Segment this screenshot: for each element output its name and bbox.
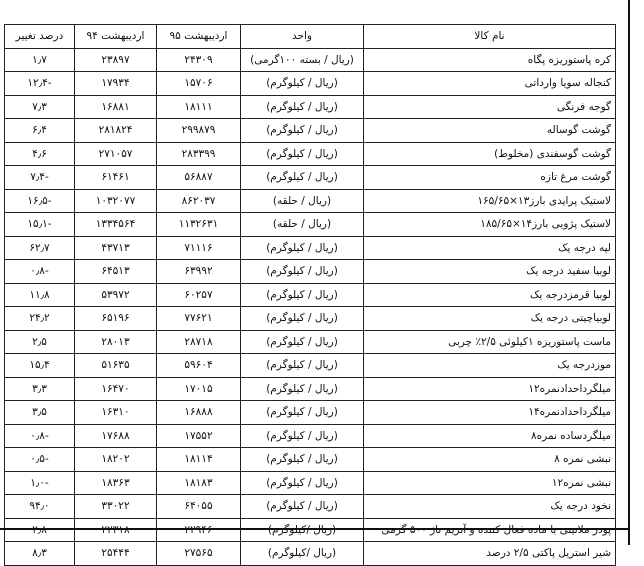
cell-ordibehesht-94: ۳۳۰۲۲ (75, 495, 157, 519)
cell-ordibehesht-94: ۲۸۱۸۲۴ (75, 119, 157, 143)
table-row (5, 471, 616, 495)
cell-item-name: لوبیا قرمزدرجه یک (364, 283, 616, 307)
table-row (5, 95, 616, 119)
table-row (5, 166, 616, 190)
cell-unit: (ریال / کیلوگرم) (241, 354, 364, 378)
cell-percent-change: ۹۴٫۰ (5, 495, 75, 519)
cell-ordibehesht-95: ۱۶۸۸۸ (157, 401, 241, 425)
cell-ordibehesht-94: ۶۵۱۹۶ (75, 307, 157, 331)
cell-percent-change: ۸٫۳ (5, 542, 75, 566)
table-row (5, 260, 616, 284)
table-row (5, 213, 616, 237)
cell-ordibehesht-95: ۱۸۱۱۴ (157, 448, 241, 472)
cell-item-name: موزدرجه یک (364, 354, 616, 378)
cell-item-name: نبشی نمره۱۲ (364, 471, 616, 495)
cell-unit: (ریال / کیلوگرم) (241, 495, 364, 519)
cell-percent-change: ۱۵٫۴ (5, 354, 75, 378)
cell-item-name: لوبیاچیتی درجه یک (364, 307, 616, 331)
cell-ordibehesht-95: ۱۷۵۵۲ (157, 424, 241, 448)
cell-ordibehesht-95: ۱۸۱۸۳ (157, 471, 241, 495)
header-ordibehesht-95: اردیبهشت ۹۵ (157, 25, 241, 49)
cell-percent-change: -۱۶٫۵ (5, 189, 75, 213)
cell-item-name: کره پاستوریزه پگاه (364, 48, 616, 72)
cell-percent-change: ۲٫۵ (5, 330, 75, 354)
cell-item-name: لپه درجه یک (364, 236, 616, 260)
cell-ordibehesht-95: ۶۳۹۹۲ (157, 260, 241, 284)
cell-ordibehesht-95: ۱۵۷۰۶ (157, 72, 241, 96)
cell-ordibehesht-94: ۱۶۳۱۰ (75, 401, 157, 425)
cell-item-name: میلگردساده نمره۸ (364, 424, 616, 448)
cell-item-name: لاستیک پژویی بارز۱۴×۱۸۵/۶۵ (364, 213, 616, 237)
cell-ordibehesht-94: ۴۳۷۱۳ (75, 236, 157, 260)
cell-unit: (ریال / حلقه) (241, 189, 364, 213)
cell-unit: (ریال / کیلوگرم) (241, 377, 364, 401)
cell-item-name: لاستیک پرایدی بارز۱۳×۱۶۵/۶۵ (364, 189, 616, 213)
cell-item-name: گوجه فرنگی (364, 95, 616, 119)
cell-ordibehesht-94: ۵۱۶۳۵ (75, 354, 157, 378)
cell-item-name: نبشی نمره ۸ (364, 448, 616, 472)
table-row (5, 377, 616, 401)
cell-ordibehesht-94: ۶۴۵۱۳ (75, 260, 157, 284)
table-row (5, 495, 616, 519)
cell-unit: (ریال / کیلوگرم) (241, 142, 364, 166)
table-row (5, 542, 616, 566)
cell-ordibehesht-94: ۱۸۲۰۲ (75, 448, 157, 472)
table-row (5, 307, 616, 331)
cell-ordibehesht-94: ۱۷۹۳۴ (75, 72, 157, 96)
cell-percent-change: ۲۴٫۲ (5, 307, 75, 331)
cell-ordibehesht-95: ۲۸۷۱۸ (157, 330, 241, 354)
table-row (5, 283, 616, 307)
cell-unit: (ریال / کیلوگرم) (241, 401, 364, 425)
cell-ordibehesht-94: ۱۳۳۴۵۶۴ (75, 213, 157, 237)
cell-unit: (ریال / کیلوگرم) (241, 448, 364, 472)
cell-ordibehesht-95: ۱۸۱۱۱ (157, 95, 241, 119)
cell-percent-change: -۰٫۸ (5, 260, 75, 284)
cell-percent-change: ۶٫۴ (5, 119, 75, 143)
cell-item-name: ماست پاستوریزه ۱کیلوئی ۲/۵٪ چربی (364, 330, 616, 354)
cell-percent-change: -۰٫۸ (5, 424, 75, 448)
cell-unit: (ریال / کیلوگرم) (241, 236, 364, 260)
cell-ordibehesht-94: ۵۳۹۷۲ (75, 283, 157, 307)
cell-ordibehesht-94: ۱۶۴۷۰ (75, 377, 157, 401)
cell-unit: (ریال / کیلوگرم) (241, 471, 364, 495)
cell-item-name: میلگرداحدادنمره۱۲ (364, 377, 616, 401)
cell-ordibehesht-95: ۱۷۰۱۵ (157, 377, 241, 401)
cell-ordibehesht-94: ۲۵۴۴۴ (75, 542, 157, 566)
cell-unit: (ریال /کیلوگرم) (241, 542, 364, 566)
cell-percent-change: ۱۱٫۸ (5, 283, 75, 307)
cell-ordibehesht-95: ۲۸۳۳۹۹ (157, 142, 241, 166)
cell-ordibehesht-95: ۷۷۶۲۱ (157, 307, 241, 331)
cell-ordibehesht-95: ۶۰۲۵۷ (157, 283, 241, 307)
table-row (5, 448, 616, 472)
cell-item-name: گوشت مرغ تازه (364, 166, 616, 190)
table-row (5, 189, 616, 213)
page-bottom-border (0, 528, 630, 530)
table-row (5, 401, 616, 425)
cell-percent-change: -۷٫۴ (5, 166, 75, 190)
cell-ordibehesht-95: ۶۴۰۵۵ (157, 495, 241, 519)
cell-ordibehesht-95: ۲۷۵۶۵ (157, 542, 241, 566)
cell-ordibehesht-94: ۲۸۰۱۳ (75, 330, 157, 354)
cell-ordibehesht-94: ۲۳۸۹۷ (75, 48, 157, 72)
cell-percent-change: ۷٫۳ (5, 95, 75, 119)
cell-percent-change: ۶۲٫۷ (5, 236, 75, 260)
cell-percent-change: ۳٫۳ (5, 377, 75, 401)
cell-unit: (ریال / حلقه) (241, 213, 364, 237)
price-table-container (4, 24, 615, 566)
cell-ordibehesht-94: ۶۱۴۶۱ (75, 166, 157, 190)
cell-percent-change: ۱٫۷ (5, 48, 75, 72)
table-row (5, 424, 616, 448)
cell-percent-change: ۴٫۶ (5, 142, 75, 166)
cell-unit: (ریال / کیلوگرم) (241, 166, 364, 190)
cell-unit: (ریال / کیلوگرم) (241, 330, 364, 354)
cell-percent-change: -۱٫۰ (5, 471, 75, 495)
cell-item-name: نخود درجه یک (364, 495, 616, 519)
cell-item-name: گوشت گوساله (364, 119, 616, 143)
cell-item-name: میلگرداحدادنمره۱۴ (364, 401, 616, 425)
header-percent-change: درصد تغییر (5, 25, 75, 49)
header-item-name: نام کالا (364, 25, 616, 49)
cell-ordibehesht-95: ۲۹۹۸۷۹ (157, 119, 241, 143)
table-row (5, 72, 616, 96)
cell-ordibehesht-94: ۱۸۳۶۳ (75, 471, 157, 495)
cell-ordibehesht-95: ۱۱۳۲۶۳۱ (157, 213, 241, 237)
table-row (5, 142, 616, 166)
cell-percent-change: -۱۵٫۱ (5, 213, 75, 237)
price-table (4, 24, 616, 566)
cell-ordibehesht-94: ۲۷۱۰۵۷ (75, 142, 157, 166)
cell-item-name: گوشت گوسفندی (مخلوط) (364, 142, 616, 166)
cell-percent-change: -۱۲٫۴ (5, 72, 75, 96)
cell-ordibehesht-94: ۱۶۸۸۱ (75, 95, 157, 119)
table-header-row (5, 25, 616, 49)
cell-unit: (ریال / کیلوگرم) (241, 424, 364, 448)
cell-percent-change: -۰٫۵ (5, 448, 75, 472)
cell-ordibehesht-95: ۲۴۳۰۹ (157, 48, 241, 72)
header-ordibehesht-94: اردیبهشت ۹۴ (75, 25, 157, 49)
table-row (5, 119, 616, 143)
table-row (5, 354, 616, 378)
cell-item-name: شیر استریل پاکتی ۲/۵ درصد (364, 542, 616, 566)
table-row (5, 236, 616, 260)
cell-unit: (ریال / کیلوگرم) (241, 72, 364, 96)
cell-unit: (ریال / کیلوگرم) (241, 95, 364, 119)
page-right-border (628, 0, 630, 545)
cell-unit: (ریال / کیلوگرم) (241, 283, 364, 307)
cell-unit: (ریال / کیلوگرم) (241, 119, 364, 143)
cell-item-name: کنجاله سویا وارداتی (364, 72, 616, 96)
cell-unit: (ریال / کیلوگرم) (241, 307, 364, 331)
cell-ordibehesht-95: ۵۹۶۰۴ (157, 354, 241, 378)
cell-ordibehesht-94: ۱۷۶۸۸ (75, 424, 157, 448)
cell-ordibehesht-94: ۱۰۳۲۰۷۷ (75, 189, 157, 213)
header-unit: واحد (241, 25, 364, 49)
cell-item-name: لوبیا سفید درجه یک (364, 260, 616, 284)
cell-percent-change: ۳٫۵ (5, 401, 75, 425)
cell-ordibehesht-95: ۸۶۲۰۳۷ (157, 189, 241, 213)
cell-ordibehesht-95: ۷۱۱۱۶ (157, 236, 241, 260)
table-row (5, 330, 616, 354)
cell-unit: (ریال / کیلوگرم) (241, 260, 364, 284)
cell-unit: (ریال / بسته ۱۰۰گرمی) (241, 48, 364, 72)
cell-ordibehesht-95: ۵۶۸۸۷ (157, 166, 241, 190)
table-row (5, 48, 616, 72)
